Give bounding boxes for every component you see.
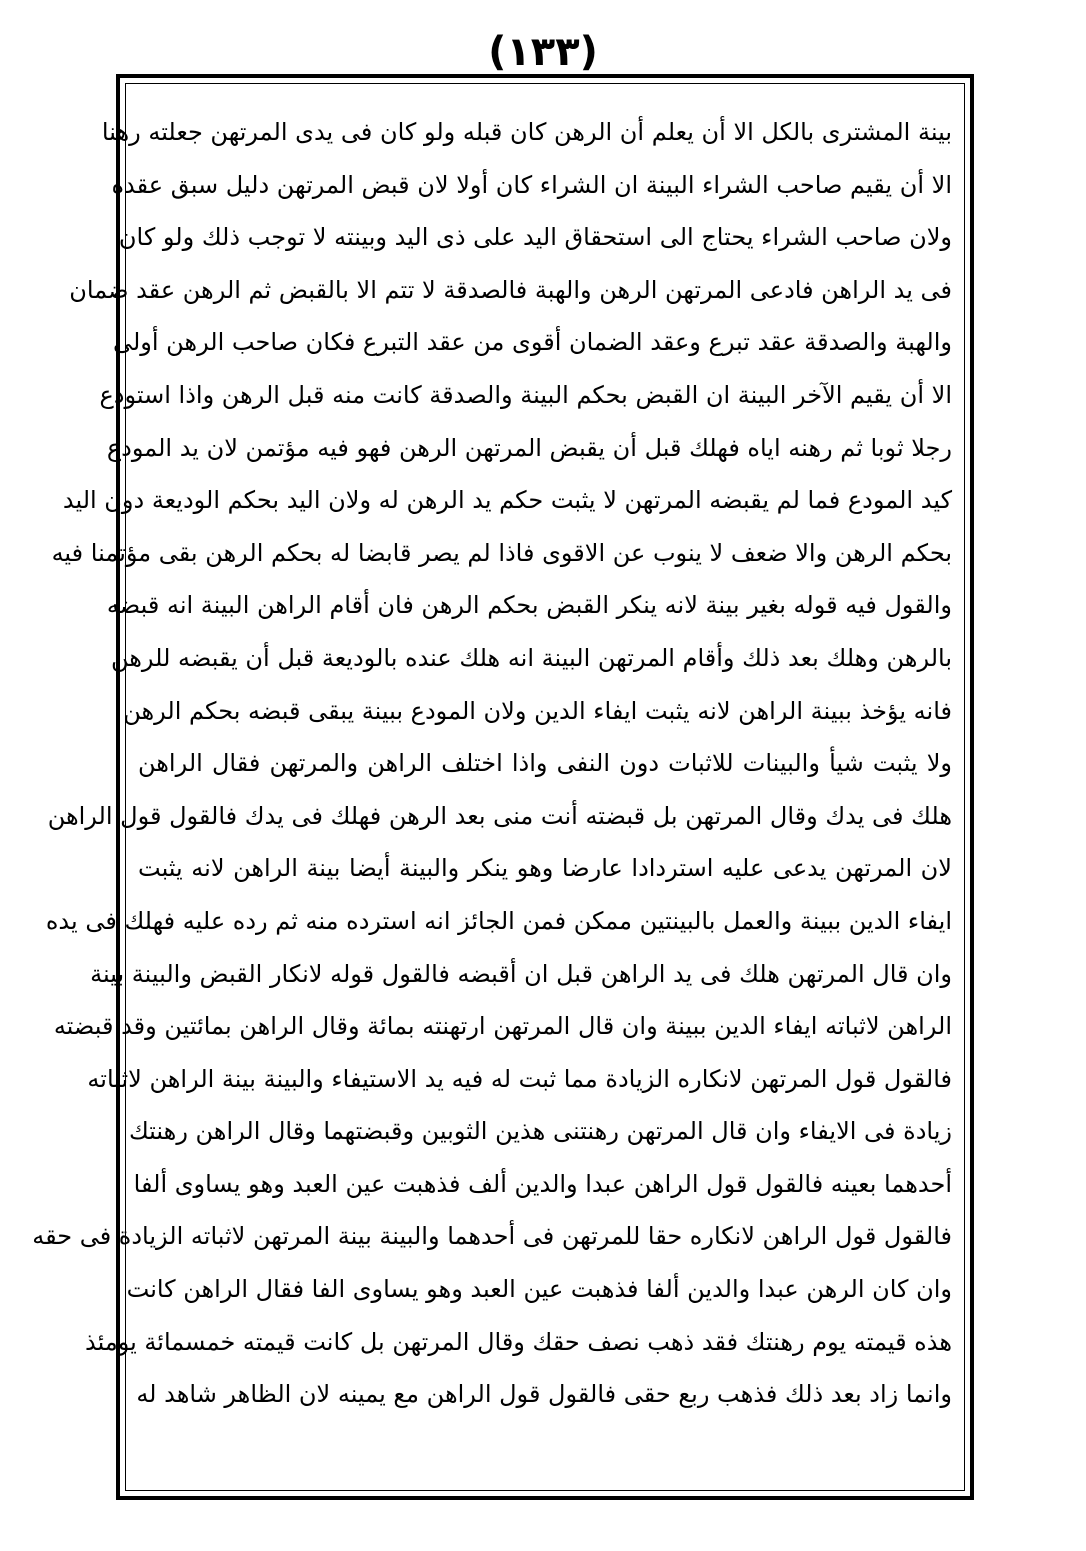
text-line: والقول فيه قوله بغير بينة لانه ينكر القبض بحكم الرهن فان أقام الراهن البينة انه قبضه xyxy=(106,591,952,620)
text-line: فى يد الراهن فادعى المرتهن الرهن والهبة فالصدقة لا تتم الا بالقبض ثم الرهن عقد ضمان xyxy=(69,275,952,304)
page-number: (١٣٣) xyxy=(488,29,598,75)
text-line: فانه يؤخذ ببينة الراهن لانه يثبت ايفاء الدين ولان المودع ببينة يبقى قبضه بحكم الرهن xyxy=(123,696,952,725)
text-line: أحدهما بعينه فالقول قول الراهن عبدا والدين ألف فذهبت عين العبد وهو يساوى ألفا xyxy=(133,1169,952,1198)
text-line: رجلا ثوبا ثم رهنه اياه فهلك قبل أن يقبض المرتهن الرهن فهو فيه مؤتمن لان يد المودع xyxy=(106,433,952,462)
text-line: ايفاء الدين ببينة والعمل بالبينتين ممكن فمن الجائز انه استرده منه ثم رده عليه فهلك فى يده xyxy=(45,906,952,935)
text-line: كيد المودع فما لم يقبضه المرتهن لا يثبت حكم يد الرهن له ولان اليد بحكم الوديعة دون اليد xyxy=(62,486,952,515)
text-line: وان قال المرتهن هلك فى يد الراهن قبل ان أقبضه فالقول قوله لانكار القبض والبينة بينة xyxy=(90,959,952,988)
text-line: ولان صاحب الشراء يحتاج الى استحقاق اليد على ذى اليد وبينته لا توجب ذلك ولو كان xyxy=(118,223,952,252)
text-line: ولا يثبت شيأ والبينات للاثبات دون النفى واذا اختلف الراهن والمرتهن فقال الراهن xyxy=(138,749,952,778)
text-line: زيادة فى الايفاء وان قال المرتهن رهنتنى هذين الثوبين وقبضتهما وقال الراهن رهنتك xyxy=(128,1117,952,1146)
text-line: بحكم الرهن والا ضعف لا ينوب عن الاقوى فاذا لم يصر قابضا له بحكم الرهن بقى مؤتمنا فيه xyxy=(51,538,952,567)
text-line: هلك فى يدك وقال المرتهن بل قبضته أنت منى بعد الرهن فهلك فى يدك فالقول قول الراهن xyxy=(47,801,952,830)
text-line: الا أن يقيم صاحب الشراء البينة ان الشراء كان أولا لان قبض المرتهن دليل سبق عقده xyxy=(111,170,952,199)
text-line: بينة المشترى بالكل الا أن يعلم أن الرهن كان قبله ولو كان فى يدى المرتهن جعلته رهنا xyxy=(101,118,952,146)
body-text xyxy=(32,106,952,1421)
text-line: لان المرتهن يدعى عليه استردادا عارضا وهو ينكر والبينة أيضا بينة الراهن لانه يثبت xyxy=(138,854,952,883)
text-line: وان كان الرهن عبدا والدين ألفا فذهبت عين العبد وهو يساوى الفا فقال الراهن كانت xyxy=(126,1275,952,1304)
text-line: الراهن لاثباته ايفاء الدين ببينة وان قال المرتهن ارتهنته بمائة وقال الراهن بمائتين وقد قبضته xyxy=(53,1012,952,1041)
text-line: فالقول قول المرتهن لانكاره الزيادة مما ثبت له فيه يد الاستيفاء والبينة بينة الراهن لاثباته xyxy=(87,1064,952,1093)
text-line: فالقول قول الراهن لانكاره حقا للمرتهن فى أحدهما والبينة بينة المرتهن لاثباته الزيادة فى حقه xyxy=(32,1222,952,1251)
page-border-inner xyxy=(32,83,965,1491)
text-line: وانما زاد بعد ذلك فذهب ربع حقى فالقول قول الراهن مع يمينه لان الظاهر شاهد له xyxy=(136,1380,952,1409)
page-border-outer xyxy=(32,74,974,1500)
text-line: الا أن يقيم الآخر البينة ان القبض بحكم البينة والصدقة كانت منه قبل الرهن واذا استودع xyxy=(99,380,952,409)
text-line: هذه قيمته يوم رهنتك فقد ذهب نصف حقك وقال المرتهن بل كانت قيمته خمسمائة يومئذ xyxy=(85,1327,952,1356)
text-line: بالرهن وهلك بعد ذلك وأقام المرتهن البينة انه هلك عنده بالوديعة قبل أن يقبضه للرهن xyxy=(110,643,952,672)
text-line: والهبة والصدقة عقد تبرع وعقد الضمان أقوى من عقد التبرع فكان صاحب الرهن أولى xyxy=(112,328,952,357)
